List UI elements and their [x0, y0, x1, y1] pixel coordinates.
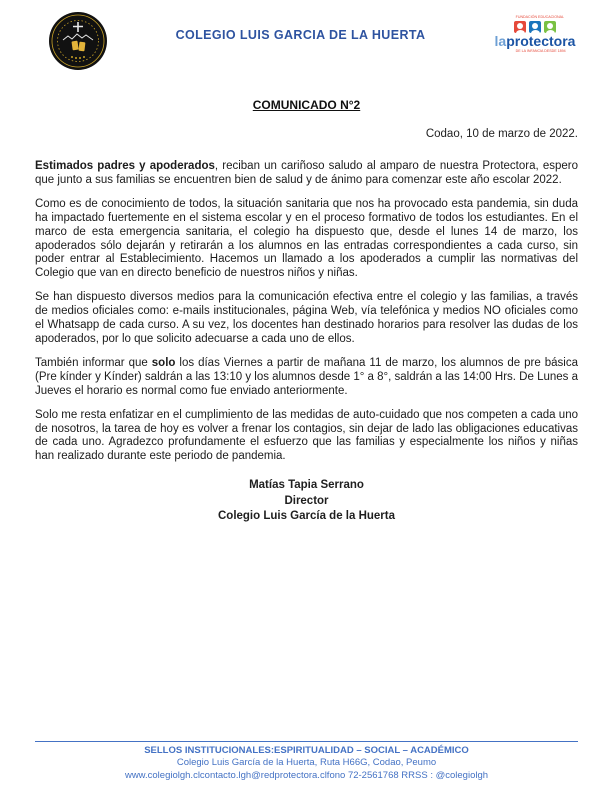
paragraph: Solo me resta enfatizar en el cumplimiento de las medidas de auto-cuidado que nos competen a cada uno de nosotros, la tarea de hoy es volver a frenar los contagios, sin dejar de lado las obligaciones educativas de cada uno. Agradezco profundamente el esfuerzo que las familias y especialmente los niños y niñas han realizado durante este periodo de pandemia. [35, 408, 578, 463]
page-footer [35, 741, 578, 783]
paragraph: Se han dispuesto diversos medios para la comunicación efectiva entre el colegio y las familias, a través de medios oficiales como: e-mails institucionales, página Web, vía telefónica y medios NO oficiales como el Whatsapp de cada curso. A su vez, los docentes han destinado horarios para resolver las dudas de los apoderados, por lo que solicito adecuarse a cada uno de ellos. [35, 291, 578, 345]
signature-line: Director [284, 494, 329, 507]
signature-line: Matías Tapia Serrano [249, 479, 364, 492]
date-line: Codao, 10 de marzo de 2022. [425, 128, 578, 140]
protectora-logo [492, 10, 578, 54]
footer-line: www.colegiolgh.clcontacto.lgh@redprotectora.clfono 72-2561768 RRSS : @colegiolgh [124, 769, 489, 781]
protectora-person-icons [492, 21, 578, 33]
page-content [35, 10, 578, 525]
document-header [35, 10, 578, 82]
person-icon [544, 21, 556, 33]
protectora-brand-la: la [494, 33, 507, 49]
protectora-brand-rest: protectora [506, 33, 576, 49]
paragraph: Estimados padres y apoderados, reciban un cariñoso saludo al amparo de nuestra Protectora, espero que junto a sus familias se encuentren bien de salud y de ánimo para comenzar este año escolar 2022. [35, 160, 578, 186]
signature-block [35, 478, 578, 525]
person-icon [514, 21, 526, 33]
communique-title: COMUNICADO N°2 [252, 98, 361, 112]
paragraph: Como es de conocimiento de todos, la situación sanitaria que nos ha provocado esta pandemia, sin duda ha impactado fuertemente en el sistema escolar y en el proceso formativo de todos los estudiantes. En el marco de esta emergencia sanitaria, el colegio ha dispuesto que, desde el lunes 14 de marzo, los apoderados sólo dejarán y retirarán a los alumnos en las entradas correspondientes a cada curso, sin poder entrar al Establecimiento. Hacemos un llamado a los apoderados a cumplir las normativas del Colegio que van en directo beneficio de nuestros niños y niñas. [35, 197, 578, 280]
signature-line: Colegio Luis García de la Huerta [217, 510, 396, 523]
protectora-top-text: FUNDACIÓN EDUCACIONAL [515, 14, 565, 19]
school-seal-icon [47, 10, 109, 72]
protectora-brand [492, 34, 578, 48]
paragraph: También informar que solo los días Viernes a partir de mañana 11 de marzo, los alumnos de pre básica (Pre kínder y Kínder) saldrán a las 13:10 y los alumnos desde 1° a 8°, saldrán a las 14:00 Hrs. De Lunes a Jueves el horario es normal como fue enviado anteriormente. [35, 356, 578, 397]
person-icon [529, 21, 541, 33]
paragraphs [35, 160, 578, 464]
footer-line: Colegio Luis García de la Huerta, Ruta H66G, Codao, Peumo [176, 757, 437, 768]
footer-line: SELLOS INSTITUCIONALES:ESPIRITUALIDAD – SOCIAL – ACADÉMICO [144, 744, 469, 756]
school-name: COLEGIO LUIS GARCIA DE LA HUERTA [175, 28, 426, 42]
protectora-bottom-text: DE LA INFANCIA DESDE 1894 [515, 48, 566, 53]
